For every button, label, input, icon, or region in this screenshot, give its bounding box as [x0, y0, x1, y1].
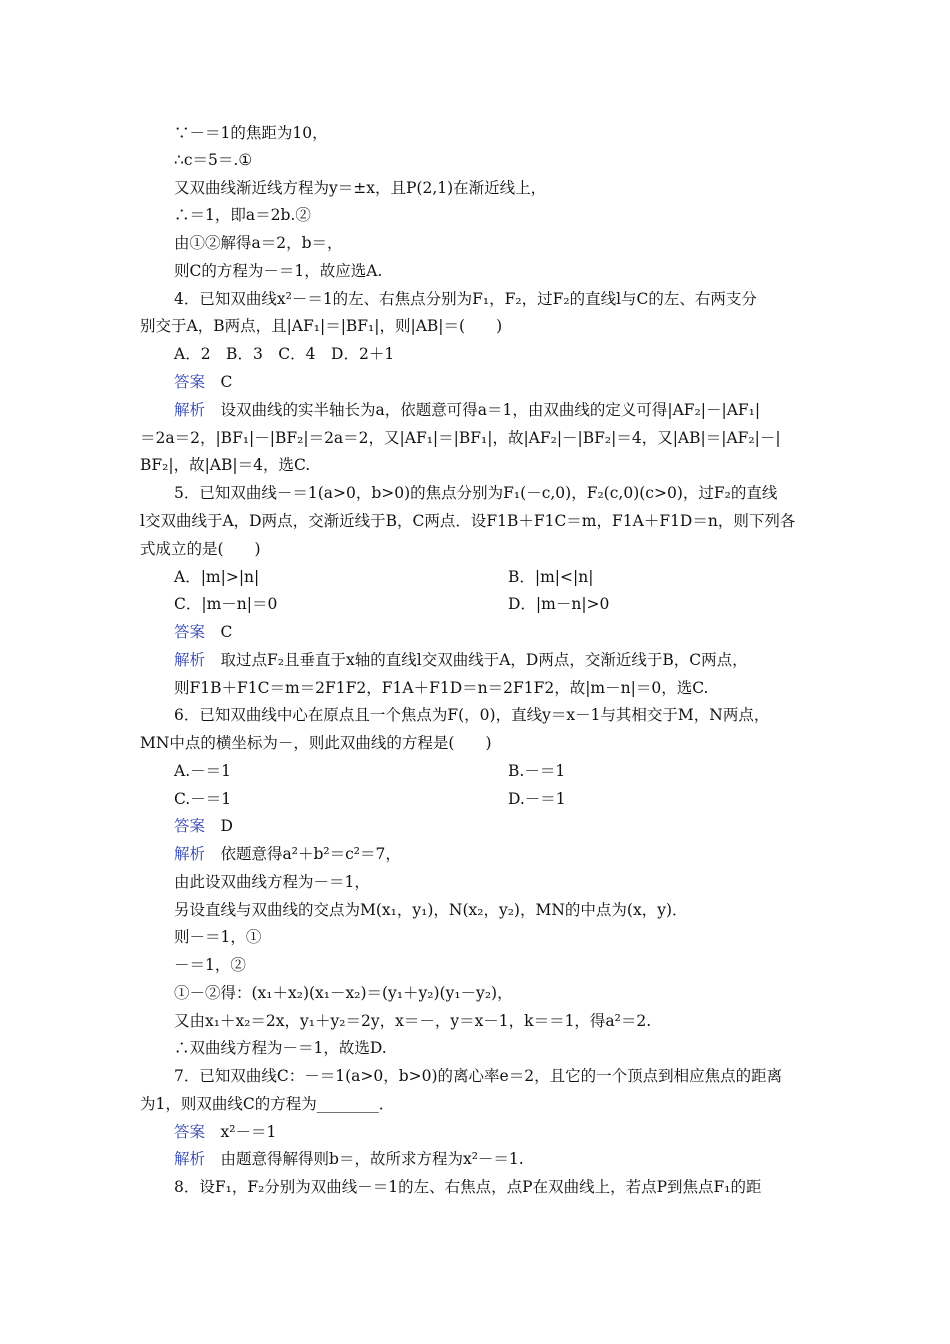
answer-value: D: [220, 817, 233, 835]
analysis-text: 设双曲线的实半轴长为a，依题意可得a＝1，由双曲线的定义可得|AF₂|－|AF₁|: [220, 401, 761, 419]
question-8-line: 8．设F₁，F₂分别为双曲线－＝1的左、右焦点，点P在双曲线上，若点P到焦点F₁的距: [174, 1178, 762, 1196]
text-line: 则C的方程为－＝1，故应选A.: [174, 262, 383, 280]
question-7-line: 7．已知双曲线C：－＝1(a>0，b>0)的离心率e＝2，且它的一个顶点到相应焦点的距离: [174, 1067, 783, 1085]
answer-line: [174, 619, 232, 645]
text-line: 由①②解得a＝2，b＝，: [174, 234, 343, 252]
text-line: 又由x₁＋x₂＝2x，y₁＋y₂＝2y，x＝－，y＝x－1，k＝＝1，得a²＝2.: [174, 1012, 652, 1030]
analysis-label: 解析: [174, 845, 206, 863]
text-line: ∴双曲线方程为－＝1，故选D.: [174, 1039, 387, 1057]
option-d: D．|m－n|>0: [508, 595, 610, 613]
option-c: C．|m－n|＝0: [174, 595, 278, 613]
text-line: ∵－＝1的焦距为10，: [174, 124, 328, 142]
analysis-text: 取过点F₂且垂直于x轴的直线l交双曲线于A，D两点，交渐近线于B，C两点，: [220, 651, 748, 669]
text-line: 则F1B＋F1C＝m＝2F1F2，F1A＋F1D＝n＝2F1F2，故|m－n|＝0，选C.: [174, 679, 709, 697]
option-b: B.－＝1: [508, 762, 566, 780]
answer-value: C: [220, 623, 233, 641]
text-line: 由此设双曲线方程为－＝1，: [174, 873, 370, 891]
answer-line: [174, 813, 233, 839]
analysis-line: [174, 841, 401, 867]
analysis-text: 依题意得a²＋b²＝c²＝7，: [220, 845, 401, 863]
option-d: D.－＝1: [508, 790, 566, 808]
text-line: 又双曲线渐近线方程为y＝±x，且P(2,1)在渐近线上，: [174, 179, 547, 197]
analysis-text: 由题意得解得则b＝，故所求方程为x²－＝1.: [220, 1150, 524, 1168]
option-a: A．|m|>|n|: [174, 568, 260, 586]
answer-line: [174, 1119, 276, 1145]
text-line: 另设直线与双曲线的交点为M(x₁，y₁)，N(x₂，y₂)，MN的中点为(x，y)．: [174, 901, 688, 919]
answer-line: [174, 369, 232, 395]
text-line: －＝1，②: [174, 956, 246, 974]
text-line: ①－②得：(x₁＋x₂)(x₁－x₂)＝(y₁＋y₂)(y₁－y₂)，: [174, 984, 513, 1002]
question-4-line: 别交于A，B两点，且|AF₁|＝|BF₁|，则|AB|＝( ): [140, 317, 503, 335]
question-5-line: l交双曲线于A，D两点，交渐近线于B，C两点．设F1B＋F1C＝m，F1A＋F1D＝n，则下列各: [140, 512, 796, 530]
answer-value: x²－＝1: [220, 1123, 277, 1141]
analysis-label: 解析: [174, 651, 206, 669]
answer-label: 答案: [174, 1123, 206, 1141]
answer-label: 答案: [174, 373, 206, 391]
option-c: C.－＝1: [174, 790, 232, 808]
question-5-line: 5．已知双曲线－＝1(a>0，b>0)的焦点分别为F₁(－c,0)，F₂(c,0)(c>0)，过F₂的直线: [174, 484, 778, 502]
text-line: ＝2a＝2，|BF₁|－|BF₂|＝2a＝2，又|AF₁|＝|BF₁|，故|AF₂|－|BF₂|＝4，又|AB|＝|AF₂|－|: [140, 429, 781, 447]
answer-label: 答案: [174, 623, 206, 641]
analysis-line: [174, 647, 748, 673]
analysis-line: [174, 1146, 524, 1172]
text-line: ∴＝1，即a＝2b.②: [174, 206, 311, 224]
question-4-options: A．2 B．3 C．4 D．2＋1: [174, 345, 395, 363]
analysis-label: 解析: [174, 1150, 206, 1168]
text-line: BF₂|，故|AB|＝4，选C.: [140, 456, 311, 474]
analysis-label: 解析: [174, 401, 206, 419]
question-7-line: 为1，则双曲线C的方程为________．: [140, 1095, 395, 1113]
question-5-line: 式成立的是( ): [140, 540, 261, 558]
question-4-line: 4．已知双曲线x²－＝1的左、右焦点分别为F₁，F₂，过F₂的直线l与C的左、右两支分: [174, 290, 757, 308]
question-6-line: 6．已知双曲线中心在原点且一个焦点为F(，0)，直线y＝x－1与其相交于M，N两点，: [174, 706, 770, 724]
text-line: 则－＝1，①: [174, 928, 262, 946]
option-b: B．|m|<|n|: [508, 568, 594, 586]
answer-label: 答案: [174, 817, 206, 835]
text-line: ∴c＝5＝.①: [174, 151, 253, 169]
option-a: A.－＝1: [174, 762, 231, 780]
answer-value: C: [220, 373, 233, 391]
analysis-line: [174, 397, 760, 423]
question-6-line: MN中点的横坐标为－，则此双曲线的方程是( ): [140, 734, 492, 752]
